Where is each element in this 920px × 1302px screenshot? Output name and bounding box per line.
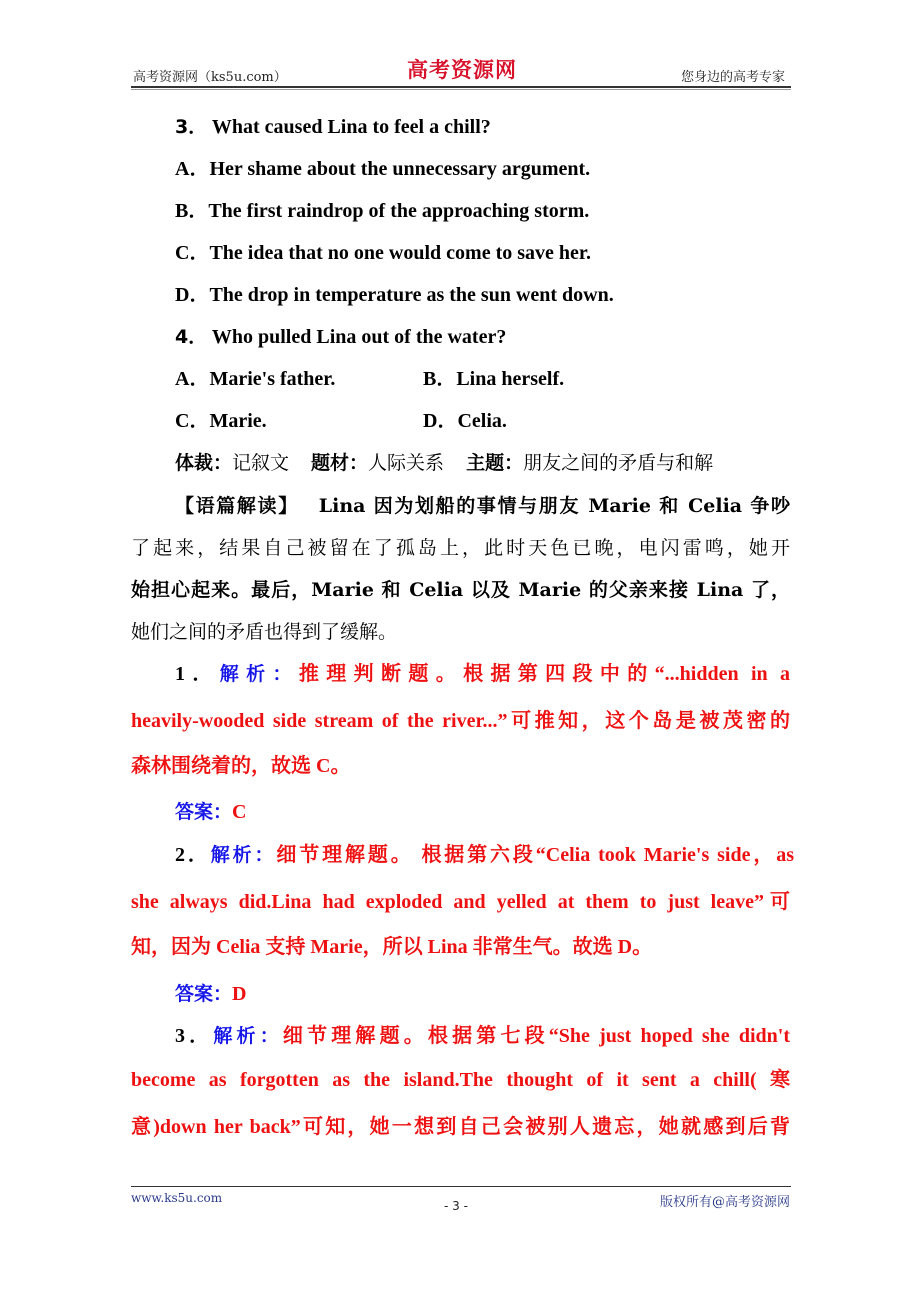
- question-4-option-d: D．Celia.: [423, 410, 507, 432]
- answer-1: 答案：C: [175, 801, 247, 823]
- explanation-3-line-1: 3．解析：细节理解题。根据第七段“She just hoped she didn't: [175, 1025, 791, 1047]
- passage-classification: 体裁：记叙文 题材：人际关系 主题：朋友之间的矛盾与和解: [175, 452, 714, 474]
- question-4-stem: 4． Who pulled Lina out of the water?: [175, 326, 507, 348]
- page-number: - 3 -: [444, 1199, 468, 1213]
- question-4-options-row-1: [175, 367, 775, 391]
- explanation-1-line-1: 1．解析：推理判断题。根据第四段中的“...hidden in a: [175, 663, 790, 685]
- question-3-option-d: D．The drop in temperature as the sun went down.: [175, 284, 614, 306]
- reading-summary-line-2: 了起来，结果自己被留在了孤岛上，此时天色已晚，电闪雷鸣，她开: [131, 537, 790, 559]
- header-slogan: 您身边的高考专家: [680, 70, 785, 85]
- header-divider: [131, 86, 791, 88]
- reading-summary-line-1: 【语篇解读】 Lina 因为划船的事情与朋友 Marie 和 Celia 争吵: [175, 495, 790, 517]
- question-4-option-b: B．Lina herself.: [423, 368, 565, 390]
- answer-value: C: [232, 801, 247, 823]
- explanation-3-line-2: become as forgotten as the island.The thought of it sent a chill( 寒: [131, 1069, 790, 1091]
- question-3-option-a: A．Her shame about the unnecessary argument.: [175, 158, 591, 180]
- header-site-name: 高考资源网（ks5u.com）: [133, 70, 287, 85]
- question-4-option-a: A．Marie's father.: [175, 368, 336, 390]
- question-3-stem: 3． What caused Lina to feel a chill?: [175, 116, 491, 138]
- explanation-2-line-3: 知，因为 Celia 支持 Marie，所以 Lina 非常生气。故选 D。: [131, 936, 653, 958]
- header-logo: 高考资源网: [407, 57, 517, 82]
- explanation-1-line-2: heavily-wooded side stream of the river...”可推知，这个岛是被茂密的: [131, 710, 790, 732]
- explanation-label: 解析：: [219, 663, 299, 685]
- reading-title: 【语篇解读】: [175, 495, 299, 517]
- header-divider-thin: [131, 89, 791, 90]
- explanation-3-line-3: 意)down her back”可知，她一想到自己会被别人遗忘，她就感到后背: [131, 1116, 790, 1138]
- reading-summary-line-3: 始担心起来。最后，Marie 和 Celia 以及 Marie 的父亲来接 Lina 了，: [131, 579, 790, 601]
- explanation-2-line-1: 2．解析：细节理解题。 根据第六段“Celia took Marie's side，as: [175, 844, 794, 866]
- question-4-option-c: C．Marie.: [175, 410, 267, 432]
- footer-divider: [131, 1186, 791, 1187]
- reading-summary-line-4: 她们之间的矛盾也得到了缓解。: [131, 621, 398, 643]
- footer-copyright: 版权所有@高考资源网: [659, 1195, 790, 1210]
- question-3-option-b: B．The first raindrop of the approaching storm.: [175, 200, 590, 222]
- explanation-2-line-2: she always did.Lina had exploded and yelled at them to just leave”可: [131, 891, 790, 913]
- explanation-1-line-3: 森林围绕着的，故选 C。: [131, 755, 351, 777]
- answer-2: 答案：D: [175, 983, 247, 1005]
- question-3-option-c: C．The idea that no one would come to save her.: [175, 242, 591, 264]
- footer-site-link[interactable]: www.ks5u.com: [131, 1191, 223, 1205]
- question-4-options-row-2: [175, 409, 775, 433]
- page-header: [131, 52, 791, 86]
- answer-value: D: [232, 983, 247, 1005]
